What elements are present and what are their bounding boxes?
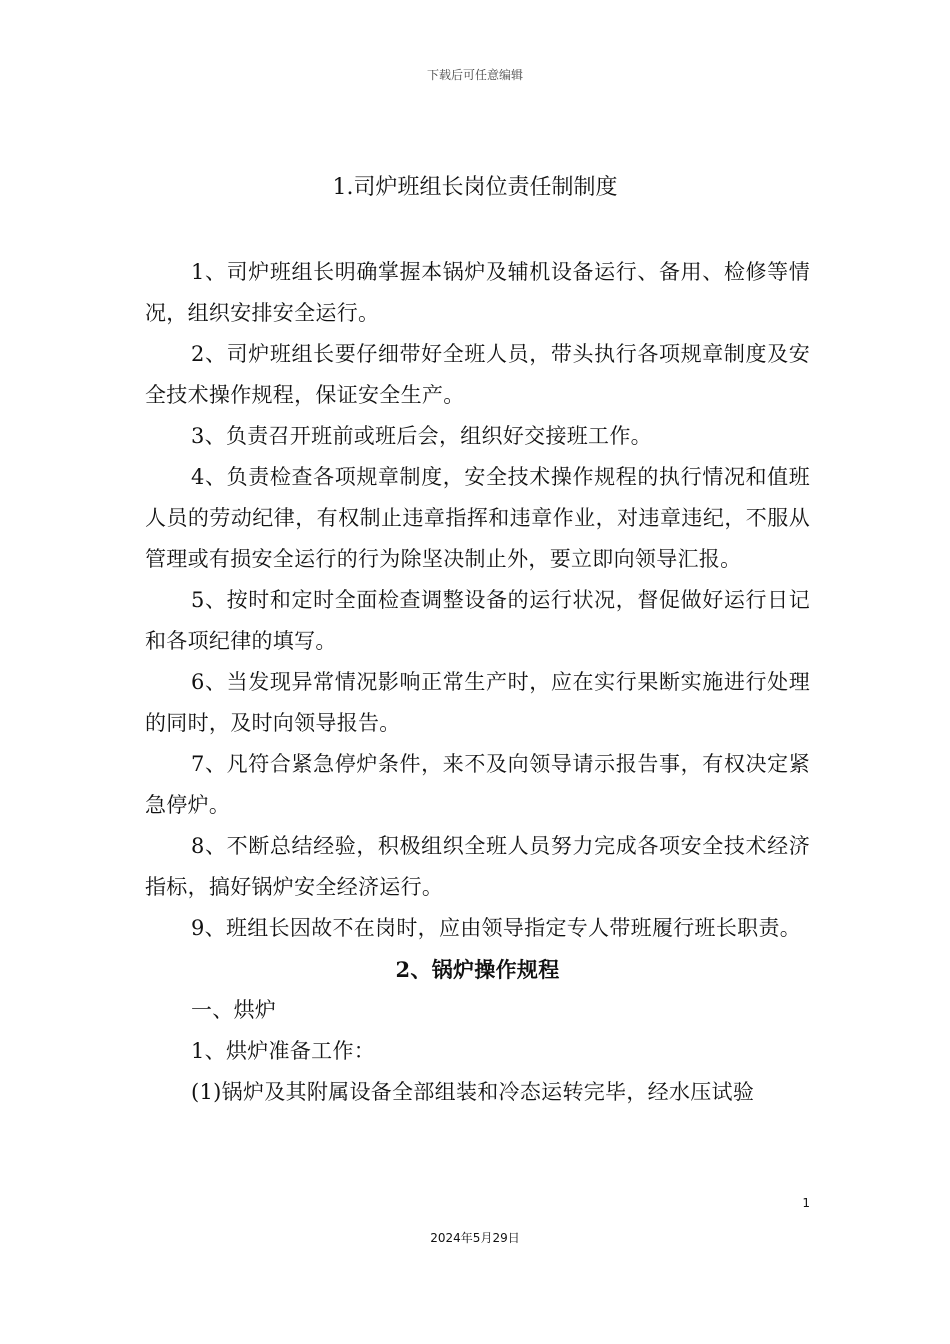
paragraph-6: 6、当发现异常情况影响正常生产时，应在实行果断实施进行处理的同时，及时向领导报告。 <box>145 670 810 735</box>
page-header: 下载后可任意编辑 <box>426 68 523 82</box>
paragraph-1: 1、司炉班组长明确掌握本锅炉及辅机设备运行、备用、检修等情况，组织安排安全运行。 <box>145 260 810 325</box>
paragraph-3: 3、负责召开班前或班后会，组织好交接班工作。 <box>191 424 652 448</box>
paragraph-9: 9、班组长因故不在岗时，应由领导指定专人带班履行班长职责。 <box>191 916 802 940</box>
paragraph-7: 7、凡符合紧急停炉条件，来不及向领导请示报告事，有权决定紧急停炉。 <box>145 752 810 817</box>
subsection-heading: 一、烘炉 <box>191 998 277 1022</box>
document-title: 1.司炉班组长岗位责任制制度 <box>332 175 618 200</box>
page-footer-date: 2024年5月29日 <box>430 1231 520 1245</box>
document-body <box>145 252 810 1113</box>
subsection-detail: (1)锅炉及其附属设备全部组装和冷态运转完毕，经水压试验 <box>191 1080 755 1104</box>
paragraph-2: 2、司炉班组长要仔细带好全班人员，带头执行各项规章制度及安全技术操作规程，保证安全生产。 <box>145 342 810 407</box>
paragraph-4: 4、负责检查各项规章制度，安全技术操作规程的执行情况和值班人员的劳动纪律，有权制止违章指挥和违章作业，对违章违纪，不服从管理或有损安全运行的行为除坚决制止外，要立即向领导汇报。 <box>145 465 810 571</box>
paragraph-5: 5、按时和定时全面检查调整设备的运行状况，督促做好运行日记和各项纪律的填写。 <box>145 588 810 653</box>
paragraph-8: 8、不断总结经验，积极组织全班人员努力完成各项安全技术经济指标，搞好锅炉安全经济运行。 <box>145 834 810 899</box>
subsection-item: 1、烘炉准备工作： <box>191 1039 376 1063</box>
page-number: 1 <box>802 1196 810 1210</box>
section-title: 2、锅炉操作规程 <box>395 957 560 982</box>
